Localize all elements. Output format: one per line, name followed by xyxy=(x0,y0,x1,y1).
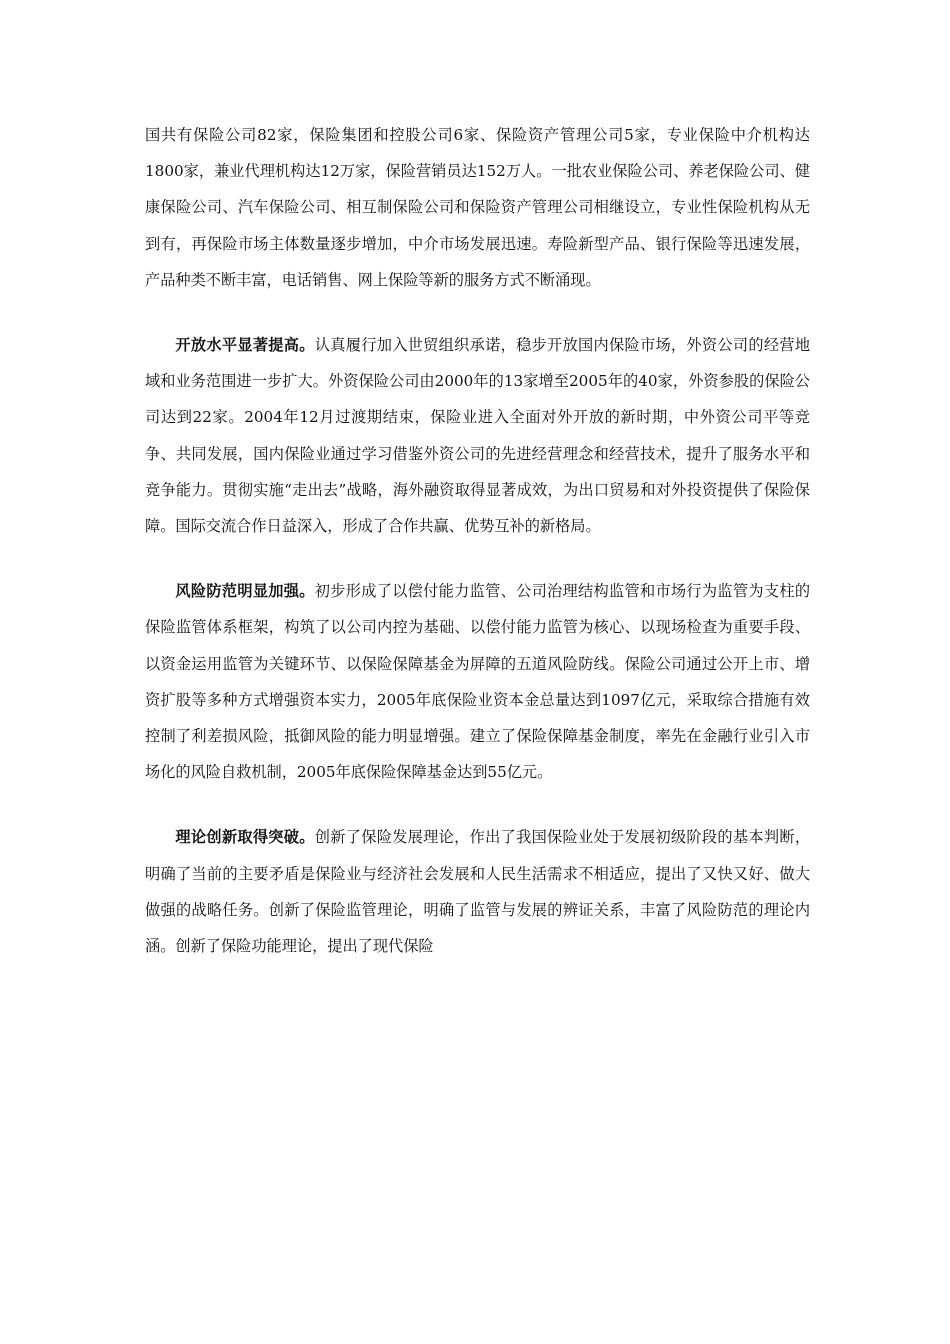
paragraph-body: 创新了保险发展理论，作出了我国保险业处于发展初级阶段的基本判断，明确了当前的主要矛盾是保险业与经济社会发展和人民生活需求不相适应，提出了又快又好、做大做强的战略任务。创新了保险监管理论，明确了监管与发展的辨证关系，丰富了风险防范的理论内涵。创新了保险功能理论，提出了现代保险 xyxy=(145,828,811,956)
paragraph-lead: 理论创新取得突破。 xyxy=(175,828,315,847)
paragraph-lead: 风险防范明显加强。 xyxy=(175,582,315,601)
paragraph-body: 国共有保险公司82家，保险集团和控股公司6家、保险资产管理公司5家，专业保险中介机构达1800家，兼业代理机构达12万家，保险营销员达152万人。一批农业保险公司、养老保险公司、健康保险公司、汽车保险公司、相互制保险公司和保险资产管理公司相继设立，专业性保险机构从无到有，再保险市场主体数量逐步增加，中介市场发展迅速。寿险新型产品、银行保险等迅速发展，产品种类不断丰富，电话销售、网上保险等新的服务方式不断涌现。 xyxy=(145,126,810,289)
paragraph-risk-prevention xyxy=(145,573,810,790)
paragraph-body: 认真履行加入世贸组织承诺，稳步开放国内保险市场，外资公司的经营地域和业务范围进一步扩大。外资保险公司由2000年的13家增至2005年的40家，外资参股的保险公司达到22家。2004年12月过渡期结束，保险业进入全面对外开放的新时期，中外资公司平等竞争、共同发展，国内保险业通过学习借鉴外资公司的先进经营理念和经营技术，提升了服务水平和竞争能力。贯彻实施“走出去”战略，海外融资取得显著成效，为出口贸易和对外投资提供了保险保障。国际交流合作日益深入，形成了合作共赢、优势互补的新格局。 xyxy=(145,336,811,536)
paragraph-gap xyxy=(145,790,810,819)
paragraph-market-entities xyxy=(145,117,810,298)
document-page xyxy=(145,117,810,964)
paragraph-theory-innovation xyxy=(145,819,810,964)
paragraph-gap xyxy=(145,298,810,327)
paragraph-opening-up xyxy=(145,327,810,544)
paragraph-body: 初步形成了以偿付能力监管、公司治理结构监管和市场行为监管为支柱的保险监管体系框架，构筑了以公司内控为基础、以偿付能力监管为核心、以现场检查为重要手段、以资金运用监管为关键环节、以保险保障基金为屏障的五道风险防线。保险公司通过公开上市、增资扩股等多种方式增强资本实力，2005年底保险业资本金总量达到1097亿元，采取综合措施有效控制了利差损风险，抵御风险的能力明显增强。建立了保险保障基金制度，率先在金融行业引入市场化的风险自救机制，2005年底保险保障基金达到55亿元。 xyxy=(145,582,811,782)
paragraph-lead: 开放水平显著提高。 xyxy=(175,336,315,355)
paragraph-gap xyxy=(145,544,810,573)
